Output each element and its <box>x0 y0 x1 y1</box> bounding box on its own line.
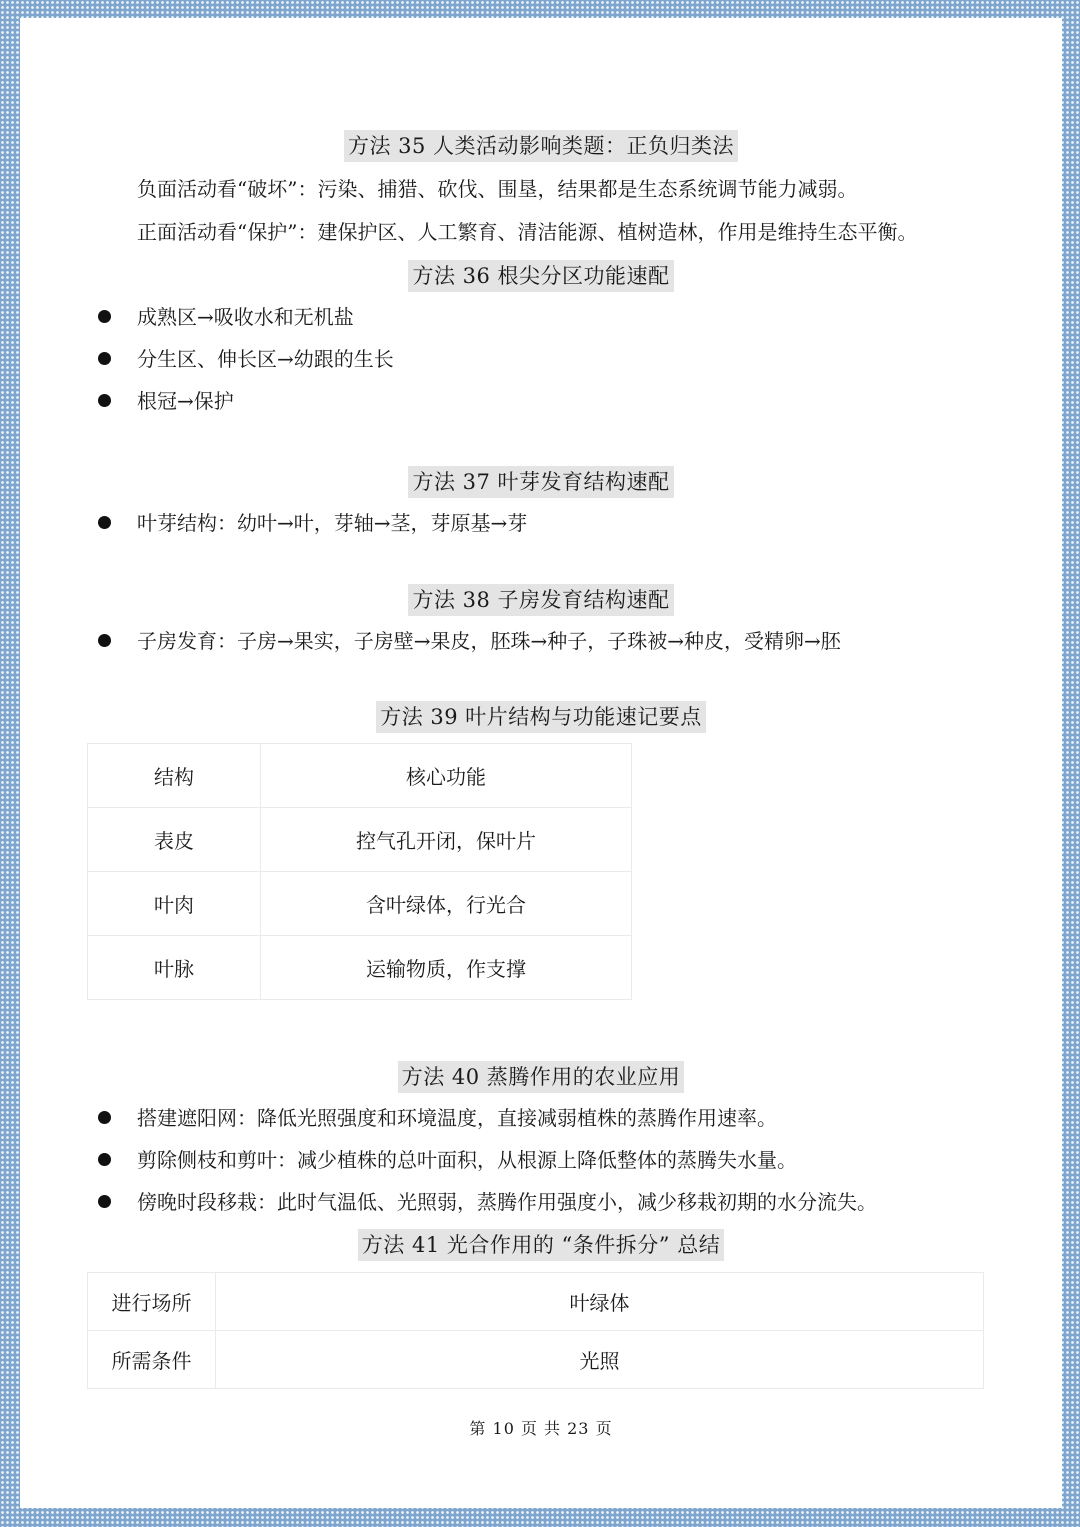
table-header-cell: 结构 <box>88 744 261 808</box>
list-item <box>98 1145 998 1175</box>
table-row <box>88 1273 984 1331</box>
list-item <box>98 626 998 656</box>
table-row <box>88 808 632 872</box>
table-cell: 含叶绿体，行光合 <box>261 872 632 936</box>
table-row <box>88 936 632 1000</box>
list-item <box>98 344 998 374</box>
bullet-dot-icon <box>98 352 111 365</box>
section-38-heading: 方法 38 子房发育结构速配 <box>408 584 673 616</box>
list-item-text: 根冠→保护 <box>137 389 234 413</box>
list-item-text: 叶芽结构：幼叶→叶，芽轴→茎，芽原基→芽 <box>137 511 528 535</box>
bullet-dot-icon <box>98 310 111 323</box>
section-37-heading-row <box>20 466 1062 498</box>
table-row <box>88 1331 984 1389</box>
section-39-heading: 方法 39 叶片结构与功能速记要点 <box>376 701 706 733</box>
table-header-row <box>88 744 632 808</box>
list-item-text: 成熟区→吸收水和无机盐 <box>137 305 354 329</box>
bullet-dot-icon <box>98 1195 111 1208</box>
list-item-text: 搭建遮阳网：降低光照强度和环境温度，直接减弱植株的蒸腾作用速率。 <box>137 1106 777 1130</box>
bullet-dot-icon <box>98 1111 111 1124</box>
photosynthesis-conditions-table <box>87 1272 984 1389</box>
table-header-cell: 核心功能 <box>261 744 632 808</box>
section-35-heading-row <box>20 130 1062 162</box>
table-cell: 控气孔开闭，保叶片 <box>261 808 632 872</box>
bullet-dot-icon <box>98 394 111 407</box>
section-36-heading-row <box>20 260 1062 292</box>
bullet-dot-icon <box>98 1153 111 1166</box>
section-36-heading: 方法 36 根尖分区功能速配 <box>408 260 673 292</box>
table-row <box>88 872 632 936</box>
leaf-structure-table <box>87 743 632 1000</box>
section-37-heading: 方法 37 叶芽发育结构速配 <box>408 466 673 498</box>
paragraph-negative-activities: 负面活动看“破坏”：污染、捕猎、砍伐、围垦，结果都是生态系统调节能力减弱。 <box>137 177 858 201</box>
section-40-heading: 方法 40 蒸腾作用的农业应用 <box>398 1061 685 1093</box>
table-cell: 叶绿体 <box>216 1273 984 1331</box>
list-item <box>98 1187 998 1217</box>
bullet-dot-icon <box>98 516 111 529</box>
table-cell: 运输物质，作支撑 <box>261 936 632 1000</box>
table-cell: 光照 <box>216 1331 984 1389</box>
list-item-text: 子房发育：子房→果实，子房壁→果皮，胚珠→种子，子珠被→种皮，受精卵→胚 <box>137 629 841 653</box>
page-footer: 第 10 页 共 23 页 <box>469 1419 613 1438</box>
section-41-heading-row <box>20 1229 1062 1261</box>
list-item <box>98 386 998 416</box>
section-39-heading-row <box>20 701 1062 733</box>
table-cell: 表皮 <box>88 808 261 872</box>
paragraph-positive-activities: 正面活动看“保护”：建保护区、人工繁育、清洁能源、植树造林，作用是维持生态平衡。 <box>137 220 918 244</box>
list-item <box>98 302 998 332</box>
table-cell: 进行场所 <box>88 1273 216 1331</box>
section-40-heading-row <box>20 1061 1062 1093</box>
document-page <box>20 18 1062 1508</box>
section-35-heading: 方法 35 人类活动影响类题：正负归类法 <box>344 130 738 162</box>
section-38-heading-row <box>20 584 1062 616</box>
bullet-dot-icon <box>98 634 111 647</box>
table-cell: 叶肉 <box>88 872 261 936</box>
list-item <box>98 1103 998 1133</box>
list-item-text: 剪除侧枝和剪叶：减少植株的总叶面积，从根源上降低整体的蒸腾失水量。 <box>137 1148 797 1172</box>
list-item-text: 傍晚时段移栽：此时气温低、光照弱，蒸腾作用强度小，减少移栽初期的水分流失。 <box>137 1190 877 1214</box>
list-item <box>98 508 998 538</box>
table-cell: 叶脉 <box>88 936 261 1000</box>
list-item-text: 分生区、伸长区→幼跟的生长 <box>137 347 394 371</box>
section-41-heading: 方法 41 光合作用的 “条件拆分” 总结 <box>358 1229 724 1261</box>
table-cell: 所需条件 <box>88 1331 216 1389</box>
